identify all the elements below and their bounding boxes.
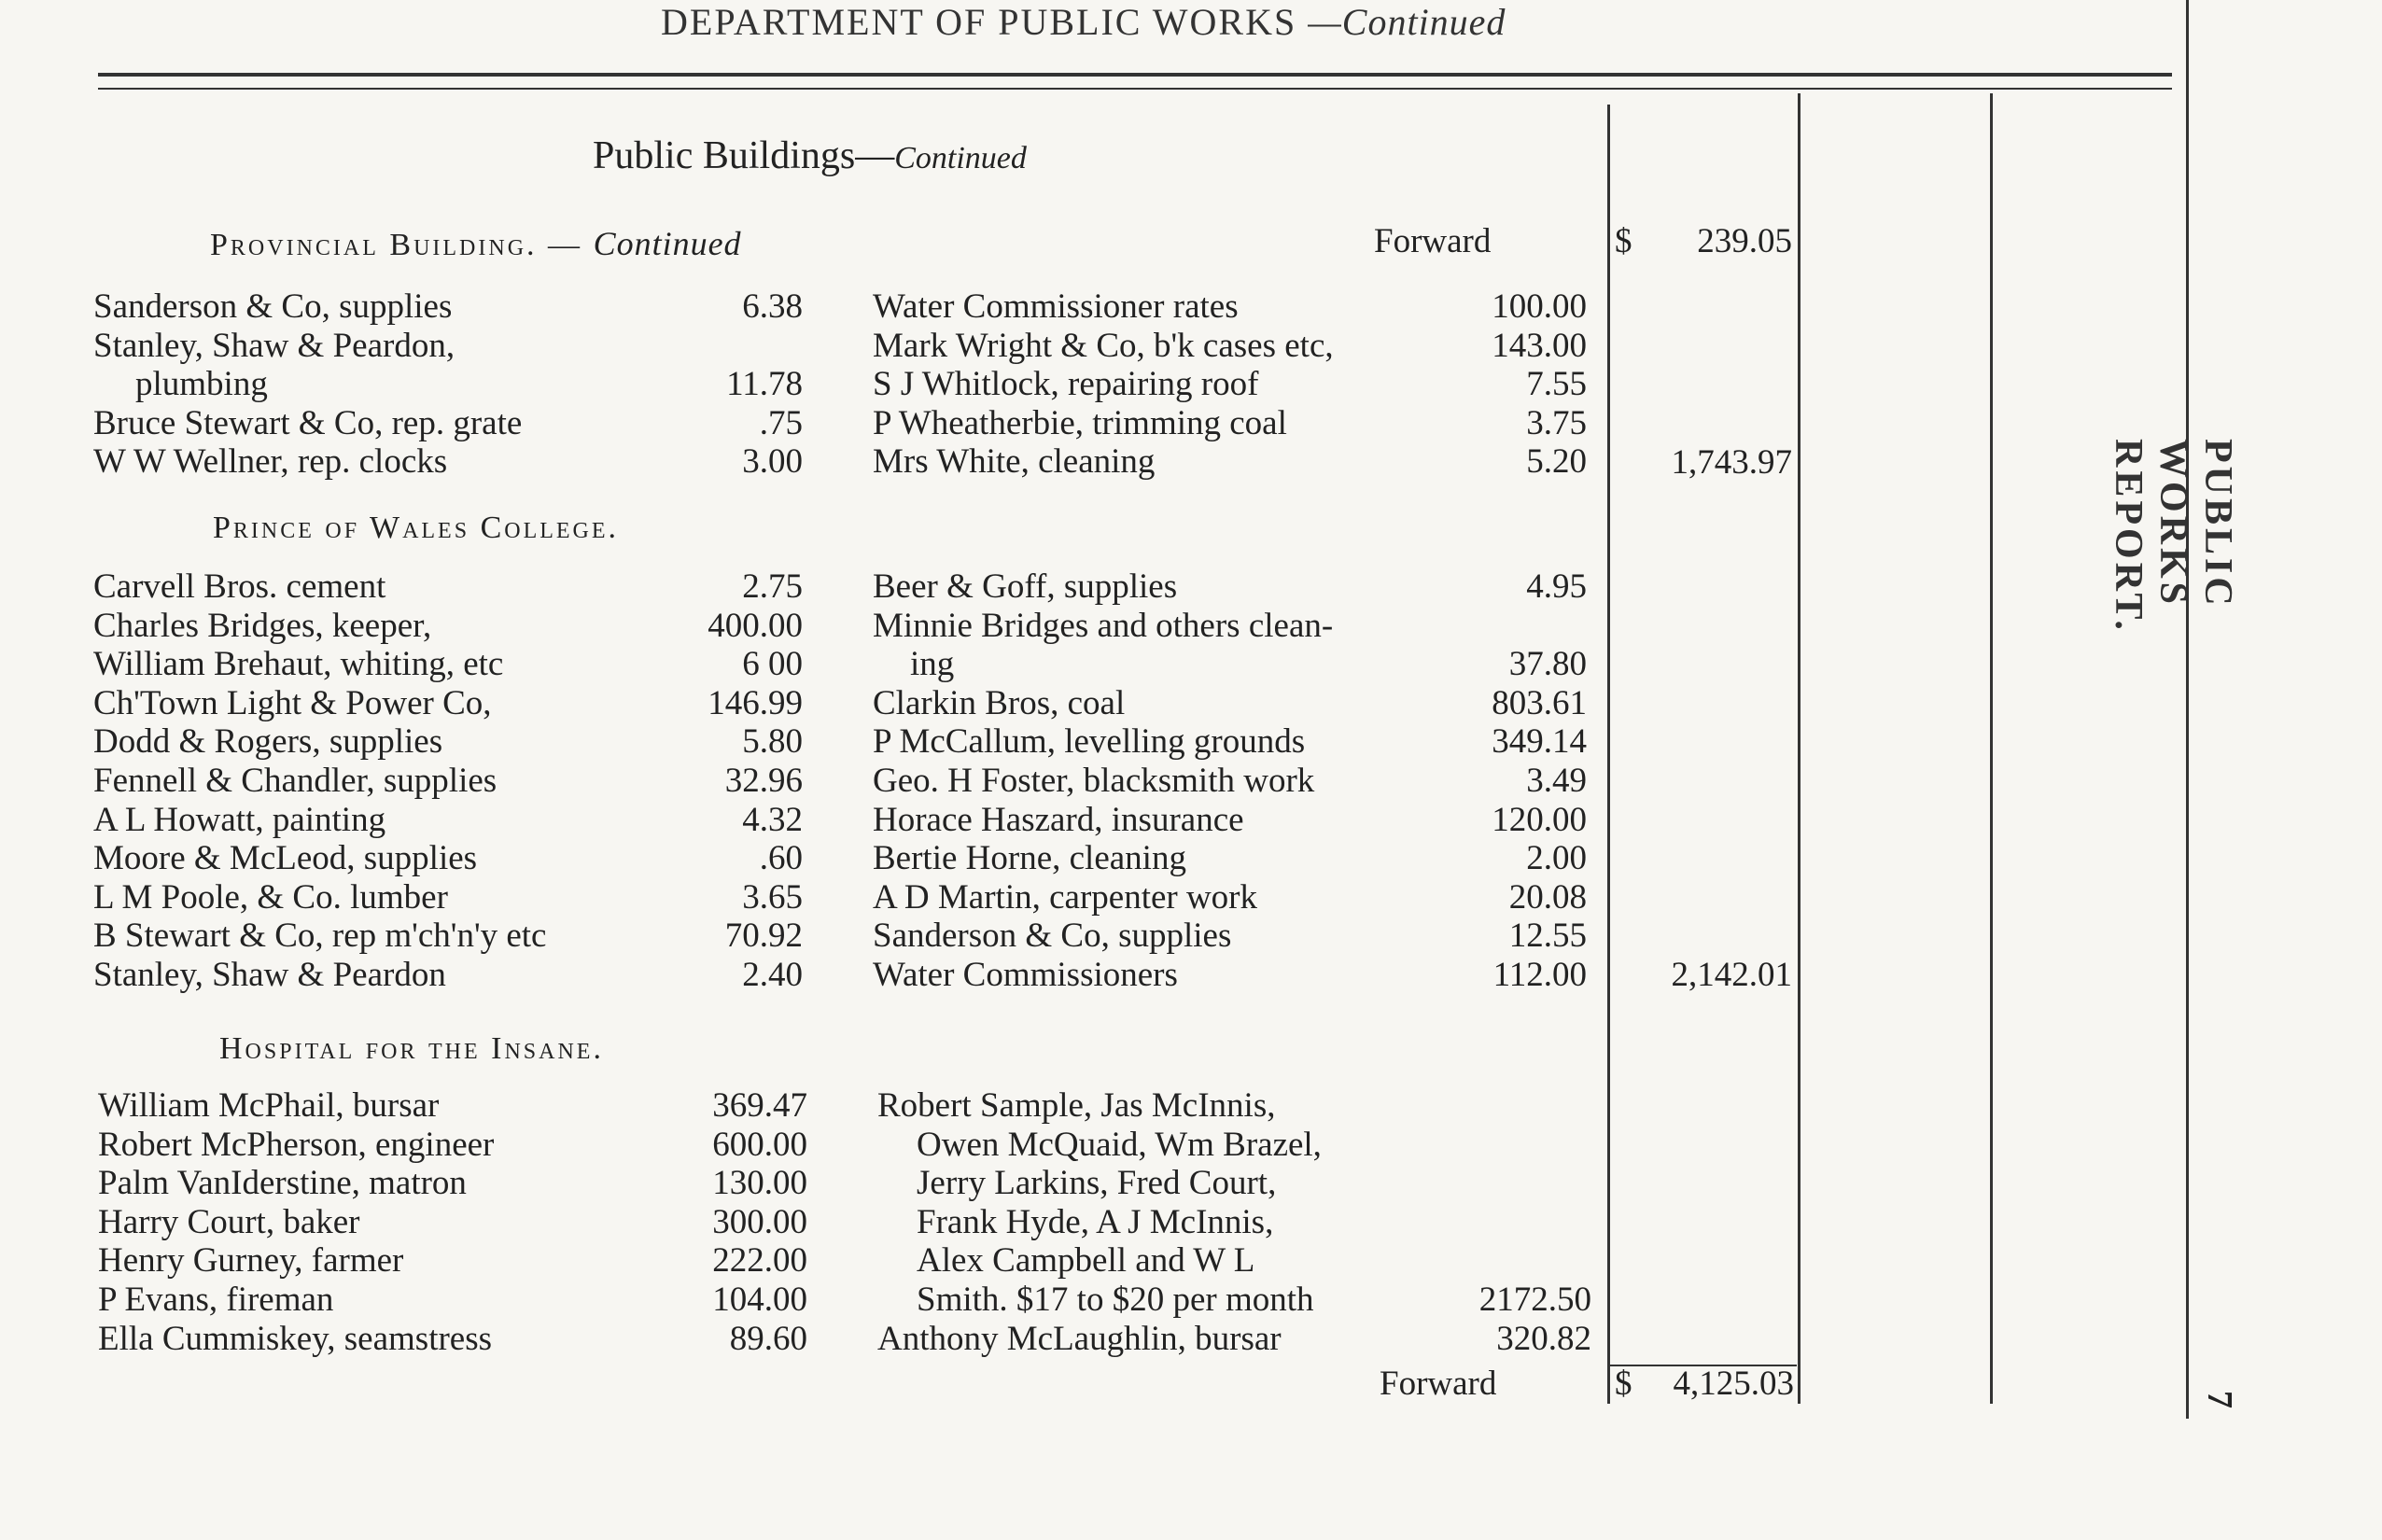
header-rule-bottom	[98, 88, 2172, 90]
section-subheading	[593, 133, 1027, 178]
prince-of-wales-heading: Prince of Wales College.	[213, 511, 620, 545]
header-rule-top	[98, 73, 2172, 77]
hospital-heading: Hospital for the Insane.	[219, 1031, 604, 1066]
header-title-suffix: —Continued	[1308, 1, 1506, 43]
forward-bottom-label: Forward	[1380, 1365, 1497, 1403]
page-edge-rule	[2186, 0, 2189, 1419]
column-rule-1	[1607, 105, 1610, 1404]
subheading-main: Public Buildings—	[593, 134, 895, 177]
forward-bottom-currency: $	[1615, 1365, 1632, 1403]
provincial-title-italic: Continued	[593, 225, 742, 262]
provincial-title: Provincial Building. —	[210, 228, 583, 262]
provincial-building-heading	[210, 224, 742, 263]
page-number: 7	[2200, 1391, 2239, 1408]
page-header	[661, 0, 1506, 44]
forward-top-label: Forward	[1374, 222, 1492, 260]
header-title: DEPARTMENT OF PUBLIC WORKS	[661, 1, 1297, 43]
subheading-italic: Continued	[894, 141, 1027, 175]
forward-top-amount: 239.05	[1697, 222, 1792, 260]
side-report-title: PUBLIC WORKS REPORT.	[2107, 439, 2239, 634]
forward-top-currency: $	[1615, 222, 1632, 260]
prince-total: 2,142.01	[1671, 956, 1792, 994]
column-rule-2	[1798, 93, 1801, 1404]
provincial-total: 1,743.97	[1671, 443, 1792, 482]
forward-bottom-amount: 4,125.03	[1673, 1365, 1794, 1403]
column-rule-3	[1990, 93, 1993, 1404]
